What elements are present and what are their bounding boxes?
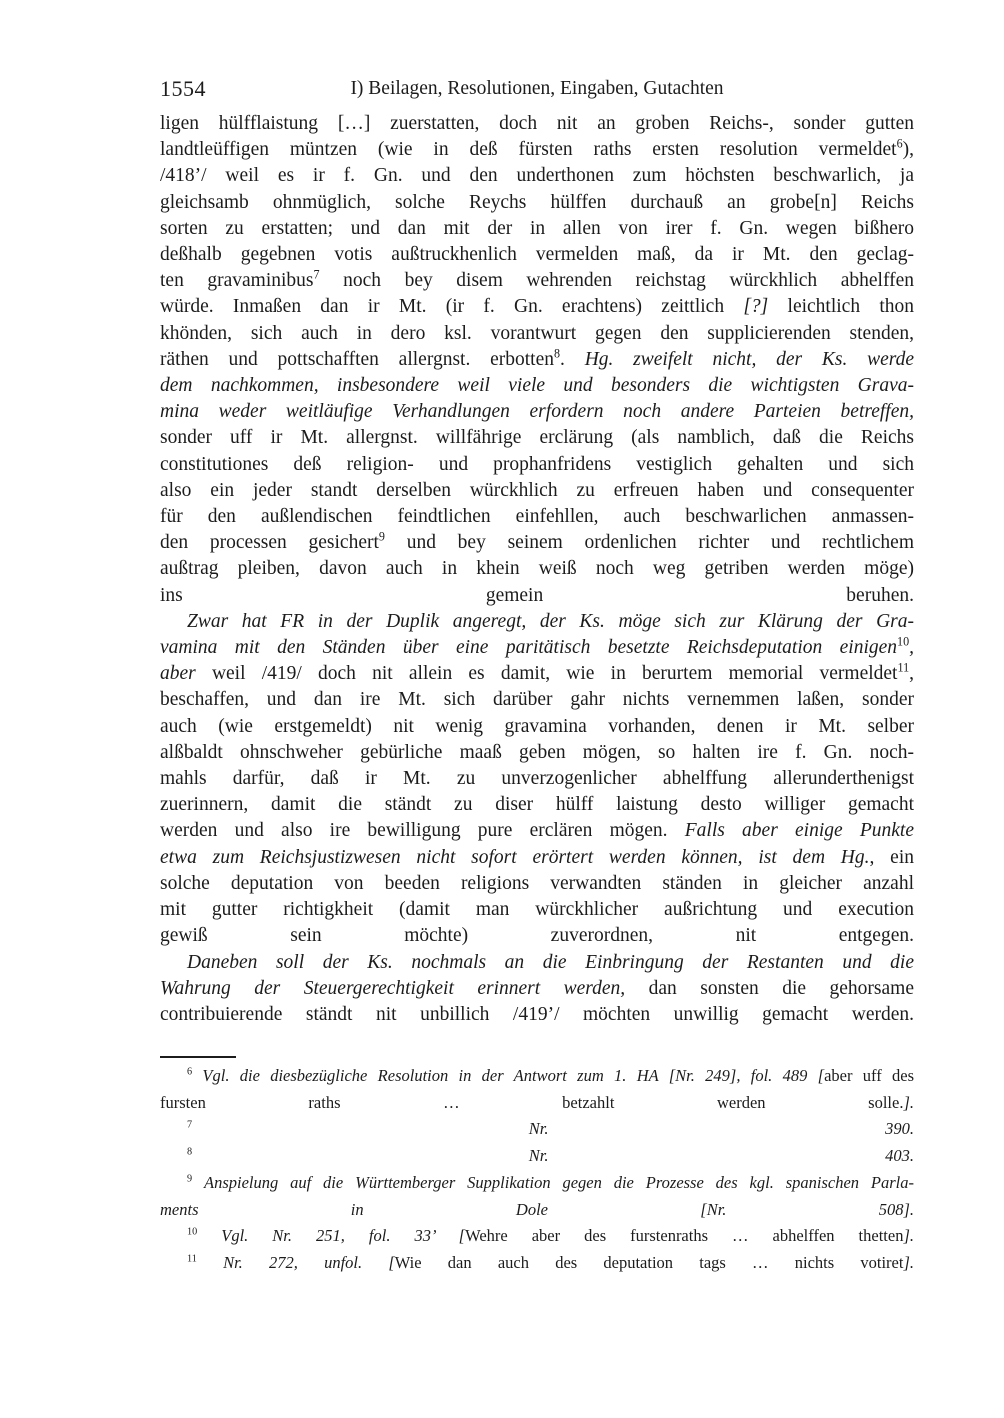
body-line xyxy=(160,321,914,347)
body-line xyxy=(160,373,914,399)
text-run: Wehre aber des furstenraths … abhelffen thetten xyxy=(465,1226,904,1246)
text-run: Daneben soll der Ks. nochmals an die Einbringung der Restanten und die xyxy=(187,951,914,973)
text-run: ]. xyxy=(903,1092,914,1112)
text-run: Wahrung der Steuergerechtigkeit erinnert werden, xyxy=(160,977,626,999)
body-line xyxy=(160,478,914,504)
text-run: werden und also ire bewilligung pure erclären mögen. xyxy=(160,820,685,842)
page-number: 1554 xyxy=(160,76,206,101)
text-run: Falls aber einige Punkte xyxy=(684,820,914,842)
text-run: gleichsamb ohnmüglich, solche Reychs hülffen durchauß an grobe[n] Reichs xyxy=(160,191,914,213)
body-line xyxy=(160,268,914,294)
text-run: zuerinnern, damit die ständt zu diser hülff laistung desto williger gemacht xyxy=(160,794,914,816)
body-line xyxy=(160,923,914,949)
text-run: beschaffen, und dan ire Mt. sich darüber gahr nichts vernemmen laßen, sonder xyxy=(160,689,914,711)
text-run: . xyxy=(560,348,585,370)
text-run: ), xyxy=(902,139,914,161)
text-run: /418’/ weil es ir f. Gn. und den underthonen zum höchsten beschwarlich, ja xyxy=(160,165,914,187)
text-run: würde. Inmaßen dan ir Mt. (ir f. Gn. erachtens) zeittlich xyxy=(160,296,744,318)
text-run: Vgl. Nr. 251, fol. 33’ [ xyxy=(221,1226,466,1246)
text-run: Nr. 403. xyxy=(528,1146,914,1166)
text-run: Wie dan auch des deputation tags … nichts votiret xyxy=(394,1252,904,1272)
text-run: dan sonsten die gehorsame xyxy=(625,977,914,999)
text-run: , ein xyxy=(869,846,914,868)
body-line xyxy=(160,792,914,818)
body-line xyxy=(160,452,914,478)
text-run: vamina mit den Ständen über eine paritätisch besetzte Reichsdeputation einigen xyxy=(160,637,898,659)
body-line xyxy=(160,111,914,137)
footnote-line xyxy=(160,1250,914,1277)
text-run: constitutiones deß religion- und prophanfridens vestiglich gehalten und sich xyxy=(160,453,914,475)
text-run: sonder uff ir Mt. allergnst. willfährige erclärung (als namblich, daß die Reichs xyxy=(160,427,914,449)
text-run: den processen gesichert xyxy=(160,532,379,554)
footnote-line xyxy=(160,1063,914,1090)
text-run: alßbaldt ohnschweher gebürliche maaß geben mögen, so halten ire f. Gn. noch- xyxy=(160,741,914,763)
text-run: ten gravaminibus xyxy=(160,270,314,292)
text-run: , xyxy=(909,663,914,685)
text-run: deßhalb gegebnen votis außtruckhenlich vermelden maß, da ir Mt. den geclag- xyxy=(160,244,914,266)
footnote-marker: 8 xyxy=(554,346,561,361)
text-run: noch bey disem wehrenden reichstag würckhlich abhelffen xyxy=(319,270,914,292)
body-line xyxy=(160,425,914,451)
body-line xyxy=(160,950,914,976)
footnote-marker: 6 xyxy=(896,136,903,151)
body-line xyxy=(160,190,914,216)
text-run: aber uff des xyxy=(824,1066,915,1085)
text-run: weil /419/ doch nit allein es damit, wie in berurtem memorial vermeldet xyxy=(195,663,898,685)
text-run: sorten zu erstatten; und dan mit der in allen von irer f. Gn. wegen bißhero xyxy=(160,217,914,239)
body-line xyxy=(160,137,914,163)
text-run xyxy=(197,1253,223,1272)
text-run: gewiß sein möchte) zuverordnen, nit entgegen. xyxy=(160,925,914,947)
text-run: und bey seinem ordenlichen richter und rechtlichem xyxy=(384,532,914,554)
text-run: Hg. zweifelt nicht, der Ks. werde xyxy=(584,348,915,370)
text-run: mina weder weitläufige Verhandlungen erfordern noch andere Parteien betreffen, xyxy=(160,401,914,423)
page-header xyxy=(160,76,914,106)
footnote-marker: 9 xyxy=(378,529,385,544)
text-run: auch (wie erstgemeldt) nit wenig gravamina vorhanden, denen ir Mt. selber xyxy=(160,715,914,737)
body-line xyxy=(160,216,914,242)
body-line xyxy=(160,635,914,661)
footnote-marker: 8 xyxy=(187,1146,193,1158)
text-run: also ein jeder standt derselben würckhlich zu erfreuen haben und consequenter xyxy=(160,479,914,501)
text-run: aber xyxy=(160,663,196,685)
text-run xyxy=(192,1119,529,1138)
text-run: ments in Dole [Nr. 508]. xyxy=(160,1199,914,1219)
footnote-line xyxy=(160,1197,914,1224)
body-line xyxy=(160,530,914,556)
text-run xyxy=(197,1226,221,1245)
text-run: [?] xyxy=(743,296,769,318)
text-run: mahls darfür, daß ir Mt. zu unverzogenlicher abhelffung allerunderthenigst xyxy=(160,768,914,790)
footnote-marker: 7 xyxy=(187,1119,193,1131)
body-line xyxy=(160,976,914,1002)
text-run: ]. xyxy=(903,1252,915,1272)
footnote-marker: 9 xyxy=(187,1173,193,1185)
text-run: Anspielung auf die Württemberger Supplikation gegen die Prozesse des kgl. spanischen Parla- xyxy=(203,1172,914,1192)
body-line xyxy=(160,871,914,897)
text-run: contribuierende ständt nit unbillich /419’/ möchten unwillig gemacht werden. xyxy=(160,1003,914,1025)
text-run: landtleüffigen müntzen (wie in deß fürsten raths ersten resolution vermeldet xyxy=(160,139,897,161)
body-text xyxy=(160,111,914,1028)
text-run: Nr. 390. xyxy=(528,1119,914,1139)
body-line xyxy=(160,504,914,530)
footnote-marker: 10 xyxy=(897,634,910,649)
text-run: ligen hülfflaistung […] zuerstatten, doch nit an groben Reichs-, sonder gutten xyxy=(160,113,914,134)
body-line xyxy=(160,897,914,923)
body-line xyxy=(160,609,914,635)
footnote-line xyxy=(160,1170,914,1197)
footnote-marker: 10 xyxy=(187,1226,198,1238)
text-run: khönden, sich auch in dero ksl. vorantwurt gegen den supplicierenden stenden, xyxy=(160,322,914,344)
body-line xyxy=(160,583,914,609)
text-run: außtrag pleiben, davon auch in khein weiß noch weg getriben werden möge) xyxy=(160,558,914,580)
footnote-rule xyxy=(160,1056,236,1058)
text-run: etwa zum Reichsjustizwesen nicht sofort erörtert werden können, ist dem Hg. xyxy=(160,846,870,868)
text-run: Nr. 272, unfol. [ xyxy=(223,1252,395,1272)
text-run xyxy=(192,1066,202,1085)
footnote-line xyxy=(160,1223,914,1250)
running-head: I) Beilagen, Resolutionen, Eingaben, Gutachten xyxy=(350,78,724,99)
body-line xyxy=(160,242,914,268)
text-run: fursten raths … betzahlt werden solle. xyxy=(160,1092,904,1112)
text-run: für den außlendischen feindtlichen einfehllen, auch beschwarlichen anmassen- xyxy=(160,506,914,528)
footnote-marker: 11 xyxy=(187,1253,197,1265)
footnote-line xyxy=(160,1143,914,1170)
body-line xyxy=(160,714,914,740)
footnote-marker: 7 xyxy=(313,267,320,282)
body-line xyxy=(160,845,914,871)
body-line xyxy=(160,740,914,766)
text-run: Vgl. die diesbezügliche Resolution in der Antwort zum 1. HA [Nr. 249], fol. 489 [ xyxy=(202,1066,825,1085)
footnote-marker: 6 xyxy=(187,1066,193,1078)
footnote-line xyxy=(160,1090,914,1117)
footnotes xyxy=(160,1063,914,1277)
body-line xyxy=(160,556,914,582)
text-run: leichtlich thon xyxy=(768,296,914,318)
text-run: mit gutter richtigkheit (damit man würckhlicher außrichtung und execution xyxy=(160,899,914,921)
text-run: ]. xyxy=(903,1226,914,1246)
text-run: , xyxy=(909,637,914,659)
text-run: ins gemein beruhen. xyxy=(160,584,914,606)
text-run xyxy=(192,1173,204,1192)
text-run: solche deputation von beeden religions verwandten ständen in gleicher anzahl xyxy=(160,872,914,894)
body-line xyxy=(160,399,914,425)
body-line xyxy=(160,687,914,713)
body-line xyxy=(160,818,914,844)
body-line xyxy=(160,661,914,687)
footnote-marker: 11 xyxy=(897,660,910,675)
body-line xyxy=(160,347,914,373)
text-run: räthen und pottschafften allergnst. erbotten xyxy=(160,348,554,370)
text-run xyxy=(192,1146,529,1165)
body-line xyxy=(160,163,914,189)
body-line xyxy=(160,766,914,792)
body-line xyxy=(160,294,914,320)
footnote-line xyxy=(160,1116,914,1143)
body-line xyxy=(160,1002,914,1028)
text-run: dem nachkommen, insbesondere weil viele und besonders die wichtigsten Grava- xyxy=(160,375,914,397)
text-run: Zwar hat FR in der Duplik angeregt, der Ks. möge sich zur Klärung der Gra- xyxy=(187,610,914,632)
